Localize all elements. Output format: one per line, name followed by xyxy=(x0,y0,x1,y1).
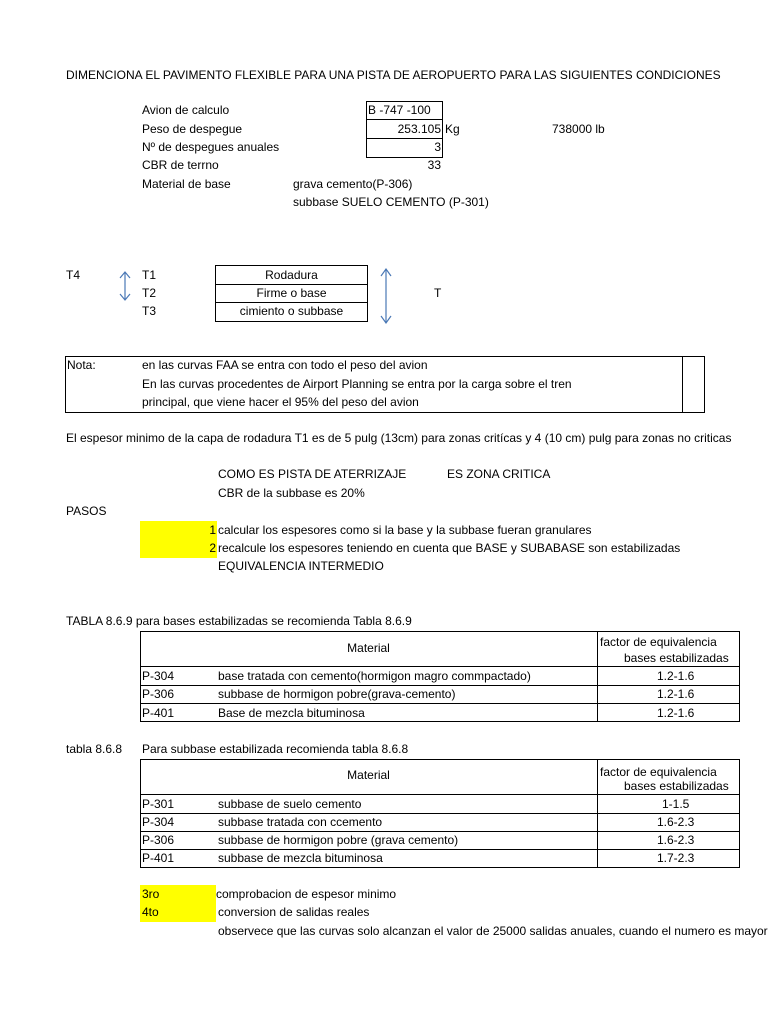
double-arrow-large-icon xyxy=(378,267,394,325)
row-desc: subbase de hormigon pobre(grava-cemento) xyxy=(218,687,456,701)
layer-rodadura: Rodadura xyxy=(265,268,318,282)
paso-2-text: recalcule los espesores teniendo en cuenta que BASE y SUBABASE son estabilizadas xyxy=(218,541,681,555)
tabla-868-header-factor-1: factor de equivalencia xyxy=(600,765,717,779)
paso-3-number: 3ro xyxy=(142,887,160,901)
row-factor: 1.2-1.6 xyxy=(657,687,695,701)
espesor-text: El espesor minimo de la capa de rodadura T1 es de 5 pulg (13cm) para zonas critícas y 4 (10 cm) pulg para zonas no criticas xyxy=(66,431,732,445)
despegues-label: Nº de despegues anuales xyxy=(142,140,280,154)
layer-firme: Firme o base xyxy=(256,286,327,300)
row-desc: subbase de suelo cemento xyxy=(218,797,362,811)
row-factor: 1.2-1.6 xyxy=(657,669,695,683)
pasos-label: PASOS xyxy=(66,504,107,518)
pista-text: COMO ES PISTA DE ATERRIZAJE xyxy=(218,467,407,481)
row-factor: 1.2-1.6 xyxy=(657,706,695,720)
zona-critica-text: ES ZONA CRITICA xyxy=(447,467,551,481)
tabla-868-header-material: Material xyxy=(347,768,390,782)
row-code: P-401 xyxy=(142,706,175,720)
peso-label: Peso de despegue xyxy=(142,122,243,136)
tabla-869-header-material: Material xyxy=(347,641,390,655)
row-code: P-301 xyxy=(142,797,175,811)
tabla-868-header-factor-2: bases estabilizadas xyxy=(624,779,729,793)
cbr-label: CBR de terrno xyxy=(142,158,219,172)
page-title: DIMENCIONA EL PAVIMENTO FLEXIBLE PARA UNA PISTA DE AEROPUERTO PARA LAS SIGUIENTES CONDICIONES xyxy=(66,68,721,82)
cbr-value: 33 xyxy=(427,158,441,172)
paso-4-text: conversion de salidas reales xyxy=(218,905,370,919)
table-header-divider xyxy=(140,794,740,795)
paso-4-number: 4to xyxy=(142,905,159,919)
nota-right-border xyxy=(682,356,683,413)
row-code: P-401 xyxy=(142,851,175,865)
base-value: grava cemento(P-306) xyxy=(293,177,413,191)
peso-lb: 738000 lb xyxy=(552,122,605,136)
t1-label: T1 xyxy=(142,268,157,282)
tabla-868-title: Para subbase estabilizada recomienda tabla 8.6.8 xyxy=(142,742,409,756)
tabla-869-title: TABLA 8.6.9 para bases estabilizadas se recomienda Tabla 8.6.9 xyxy=(66,614,412,628)
double-arrow-small-icon xyxy=(118,270,132,302)
paso-1-text: calcular los espesores como si la base y la subbase fueran granulares xyxy=(218,523,592,537)
row-desc: subbase de mezcla bituminosa xyxy=(218,851,383,865)
total-label: T xyxy=(434,286,442,300)
row-code: P-304 xyxy=(142,815,175,829)
nota-line-2: En las curvas procedentes de Airport Planning se entra por la carga sobre el tren xyxy=(142,377,572,391)
t4-label: T4 xyxy=(66,268,81,282)
row-desc: subbase de hormigon pobre (grava cemento) xyxy=(218,833,459,847)
row-factor: 1-1.5 xyxy=(662,797,690,811)
paso-2-number: 2 xyxy=(209,541,216,555)
table-header-divider xyxy=(140,666,740,667)
t3-label: T3 xyxy=(142,304,157,318)
table-row-divider xyxy=(140,703,740,704)
observation-text: observece que las curvas solo alcanzan el valor de 25000 salidas anuales, cuando el numero es mayor xyxy=(218,924,768,938)
peso-unit: Kg xyxy=(445,122,460,136)
row-code: P-306 xyxy=(142,687,175,701)
cell-divider xyxy=(366,119,443,120)
paso-1-number: 1 xyxy=(209,523,216,537)
avion-value: B -747 -100 xyxy=(368,103,431,117)
cbr-subbase-text: CBR de la subbase es 20% xyxy=(218,486,365,500)
tabla-869-header-factor-2: bases estabilizadas xyxy=(624,651,729,665)
row-desc: subbase tratada con ccemento xyxy=(218,815,383,829)
equivalencia-text: EQUIVALENCIA INTERMEDIO xyxy=(218,559,384,573)
peso-value: 253.105 xyxy=(397,122,441,136)
avion-label: Avion de calculo xyxy=(142,103,230,117)
layer-cimiento: cimiento o subbase xyxy=(239,304,344,318)
base-label: Material de base xyxy=(142,177,231,191)
table-col-divider xyxy=(597,631,598,722)
row-factor: 1.6-2.3 xyxy=(657,815,695,829)
subbase-value: subbase SUELO CEMENTO (P-301) xyxy=(293,195,489,209)
nota-line-1: en las curvas FAA se entra con todo el peso del avion xyxy=(142,358,428,372)
paso-3-text: comprobacion de espesor minimo xyxy=(216,887,397,901)
row-code: P-306 xyxy=(142,833,175,847)
row-desc: Base de mezcla bituminosa xyxy=(218,706,365,720)
despegues-value: 3 xyxy=(434,140,441,154)
row-factor: 1.7-2.3 xyxy=(657,851,695,865)
nota-label: Nota: xyxy=(67,358,96,372)
row-code: P-304 xyxy=(142,669,175,683)
tabla-869-header-factor-1: factor de equivalencia xyxy=(600,635,717,649)
tabla-868-code: tabla 8.6.8 xyxy=(66,742,123,756)
row-desc: base tratada con cemento(hormigon magro commpactado) xyxy=(218,669,531,683)
t2-label: T2 xyxy=(142,286,157,300)
nota-line-3: principal, que viene hacer el 95% del peso del avion xyxy=(142,395,419,409)
row-factor: 1.6-2.3 xyxy=(657,833,695,847)
